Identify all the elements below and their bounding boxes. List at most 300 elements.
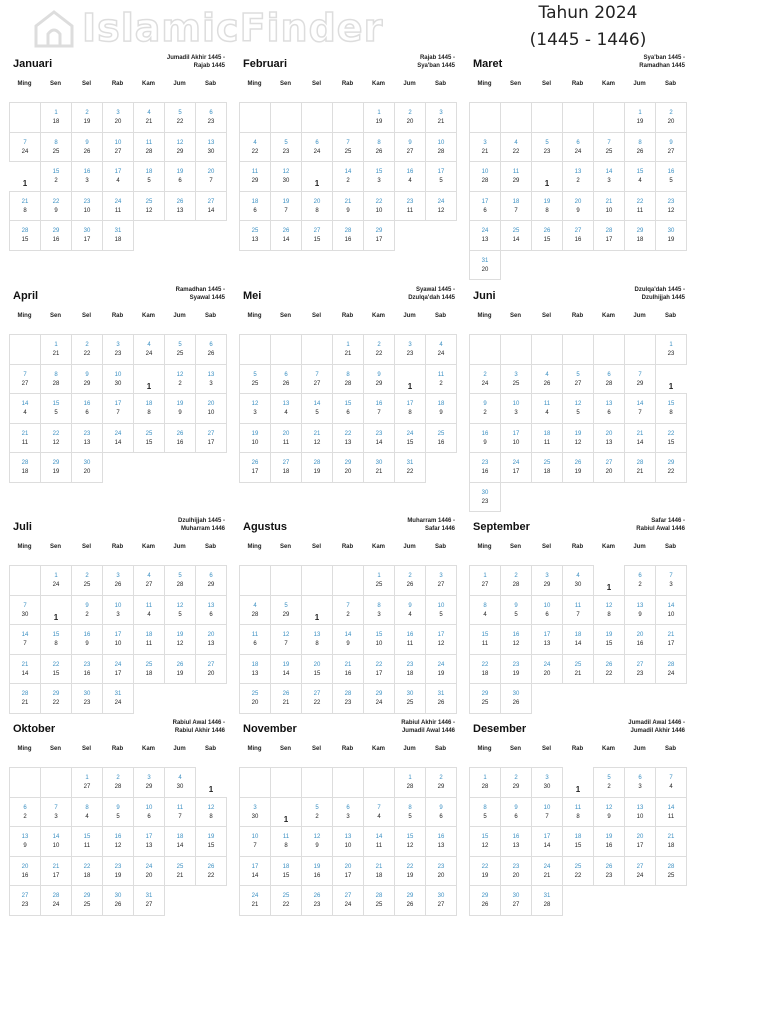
hijri-day: 27 <box>437 582 445 588</box>
hijri-day: 2 <box>178 380 182 387</box>
gregorian-day: 11 <box>176 804 184 811</box>
hijri-day: 24 <box>437 351 445 357</box>
gregorian-day: 23 <box>481 460 489 466</box>
gregorian-day: 27 <box>605 460 613 466</box>
hijri-day: 5 <box>54 410 58 416</box>
day-cell <box>531 220 563 251</box>
day-cell <box>195 826 227 857</box>
day-cell <box>394 191 426 222</box>
gregorian-day: 23 <box>406 198 414 205</box>
gregorian-day: 18 <box>145 401 153 407</box>
gregorian-day: 27 <box>282 460 290 466</box>
day-cell <box>102 683 134 714</box>
gregorian-day: 14 <box>344 169 352 175</box>
hijri-day: 3 <box>116 611 120 618</box>
day-cell <box>9 191 41 222</box>
hijri-day: 28 <box>251 611 259 618</box>
gregorian-day: 2 <box>85 110 89 116</box>
day-cell <box>164 191 196 222</box>
day-cell <box>40 364 72 395</box>
hijri-day: 13 <box>145 843 153 849</box>
weekday-label: Kam <box>371 81 385 87</box>
day-cell <box>655 654 687 685</box>
hijri-day: 8 <box>315 207 319 214</box>
day-cell <box>164 856 196 887</box>
gregorian-day: 13 <box>207 371 215 378</box>
hijri-day: 16 <box>437 439 445 446</box>
hijri-day: 11 <box>636 207 644 214</box>
day-cell <box>593 826 625 857</box>
day-cell <box>562 191 594 222</box>
hijri-day: 17 <box>375 670 383 677</box>
gregorian-day: 21 <box>375 863 383 870</box>
day-cell <box>102 393 134 424</box>
hijri-day: 25 <box>667 872 675 879</box>
gregorian-day: 27 <box>313 691 321 697</box>
hijri-month-range: Safar 1446 - Rabiul Awal 1446 <box>636 518 685 532</box>
day-cell <box>500 220 532 251</box>
gregorian-day: 9 <box>408 602 412 609</box>
gregorian-day: 16 <box>83 169 91 175</box>
hijri-day: 26 <box>481 902 489 908</box>
hijri-day: 26 <box>406 902 414 908</box>
hijri-day: 9 <box>346 641 350 647</box>
gregorian-day: 16 <box>83 401 91 407</box>
day-cell <box>164 102 196 133</box>
hijri-day: 16 <box>21 872 29 879</box>
weekday-label: Jum <box>173 746 186 752</box>
hijri-day: 23 <box>344 700 352 706</box>
day-cell <box>531 452 563 483</box>
hijri-day: 14 <box>114 439 122 446</box>
month-block <box>469 55 691 290</box>
day-grid <box>9 334 226 482</box>
gregorian-day: 12 <box>605 602 613 609</box>
day-cell <box>469 826 501 857</box>
gregorian-day: 16 <box>406 169 414 175</box>
gregorian-day: 25 <box>145 198 153 205</box>
day-cell <box>363 654 395 685</box>
day-cell <box>593 423 625 454</box>
hijri-day: 14 <box>176 843 184 849</box>
hijri-day: 16 <box>176 439 184 446</box>
gregorian-day: 14 <box>375 834 383 840</box>
hijri-day: 8 <box>54 641 58 647</box>
day-cell <box>71 767 103 798</box>
day-cell <box>363 364 395 395</box>
day-cell <box>301 220 333 251</box>
gregorian-day: 21 <box>52 863 60 870</box>
day-cell <box>394 364 426 395</box>
day-cell <box>655 826 687 857</box>
gregorian-day: 1 <box>483 775 487 781</box>
weekday-label: Sen <box>49 81 61 87</box>
weekday-header <box>9 746 226 756</box>
hijri-day: 6 <box>178 178 182 184</box>
day-cell <box>239 885 271 916</box>
hijri-day: 24 <box>114 700 122 706</box>
hijri-day: 15 <box>313 670 321 677</box>
hijri-day: 6 <box>253 207 257 214</box>
hijri-day: 4 <box>147 611 151 618</box>
hijri-day: 25 <box>481 700 489 706</box>
day-cell <box>363 797 395 828</box>
hijri-day: 2 <box>54 178 58 184</box>
day-cell <box>624 624 656 655</box>
weekday-label: Jum <box>633 313 646 319</box>
day-cell <box>102 102 134 133</box>
weekday-label: Ming <box>477 544 492 550</box>
day-cell <box>500 767 532 798</box>
gregorian-day: 29 <box>406 893 414 899</box>
day-cell <box>469 654 501 685</box>
hijri-day: 3 <box>638 784 642 790</box>
hijri-day: 28 <box>481 178 489 184</box>
gregorian-day: 6 <box>209 342 213 348</box>
gregorian-day: 18 <box>282 863 290 870</box>
day-cell <box>9 885 41 916</box>
day-cell <box>624 161 656 192</box>
hijri-day: 20 <box>543 670 551 677</box>
hijri-day: 18 <box>406 670 414 677</box>
day-cell <box>195 624 227 655</box>
gregorian-day: 30 <box>406 691 414 697</box>
hijri-day: 26 <box>83 148 91 155</box>
month-name: Februari <box>243 58 288 70</box>
weekday-header <box>239 544 456 554</box>
gregorian-day: 10 <box>437 139 445 146</box>
gregorian-day: 18 <box>512 198 520 205</box>
month-name: Agustus <box>243 521 287 533</box>
weekday-label: Sab <box>434 746 446 752</box>
gregorian-day: 18 <box>543 430 551 437</box>
gregorian-day: 27 <box>636 661 644 668</box>
day-cell <box>500 595 532 626</box>
gregorian-day: 1 <box>85 775 89 781</box>
gregorian-day: 4 <box>253 602 257 609</box>
day-cell <box>469 250 501 281</box>
hijri-day: 22 <box>52 700 60 706</box>
hijri-day: 24 <box>21 148 29 155</box>
day-cell <box>394 595 426 626</box>
day-cell <box>195 423 227 454</box>
empty-cell <box>301 334 333 365</box>
gregorian-day: 17 <box>437 632 445 638</box>
hijri-day: 10 <box>251 439 259 446</box>
hijri-day: 6 <box>85 410 89 416</box>
gregorian-day: 10 <box>512 401 520 407</box>
hijri-day: 27 <box>512 902 520 908</box>
hijri-day: 20 <box>83 469 91 475</box>
day-cell <box>655 565 687 596</box>
day-cell <box>40 885 72 916</box>
hijri-day: 5 <box>315 410 319 416</box>
hijri-day: 8 <box>284 843 288 849</box>
month-block <box>9 720 231 955</box>
gregorian-day: 1 <box>377 110 381 116</box>
day-cell <box>655 364 687 395</box>
hijri-day: 19 <box>481 872 489 879</box>
hijri-day: 29 <box>282 611 290 618</box>
hijri-day: 21 <box>344 351 352 357</box>
day-cell <box>102 595 134 626</box>
hijri-day: 19 <box>313 469 321 475</box>
gregorian-day: 17 <box>114 401 122 407</box>
gregorian-day: 2 <box>514 573 518 579</box>
hijri-day: 6 <box>346 410 350 416</box>
day-cell <box>301 595 333 626</box>
gregorian-day: 24 <box>512 460 520 466</box>
weekday-label: Sel <box>541 81 551 87</box>
month-name: September <box>473 521 530 533</box>
day-cell <box>425 132 457 163</box>
day-cell <box>102 334 134 365</box>
day-cell <box>425 191 457 222</box>
day-cell <box>9 856 41 887</box>
hijri-day: 9 <box>576 207 580 214</box>
hijri-day: 16 <box>605 843 613 849</box>
day-cell <box>332 826 364 857</box>
weekday-label: Rab <box>571 544 584 550</box>
day-cell <box>593 452 625 483</box>
day-cell <box>425 595 457 626</box>
gregorian-day: 29 <box>636 228 644 234</box>
hijri-day: 9 <box>439 410 443 416</box>
day-cell <box>239 654 271 685</box>
gregorian-day: 13 <box>636 602 644 609</box>
gregorian-day: 31 <box>406 460 414 466</box>
gregorian-day: 25 <box>574 661 582 668</box>
gregorian-day: 20 <box>636 834 644 840</box>
hijri-day: 14 <box>636 439 644 446</box>
weekday-label: Ming <box>477 81 492 87</box>
day-cell <box>270 654 302 685</box>
hijri-day: 19 <box>512 670 520 677</box>
day-cell <box>562 767 594 798</box>
gregorian-day: 29 <box>481 691 489 697</box>
day-grid <box>9 565 226 713</box>
day-cell <box>531 624 563 655</box>
hijri-day: 11 <box>145 641 153 647</box>
day-cell <box>133 624 165 655</box>
hijri-day: 29 <box>176 148 184 155</box>
gregorian-day: 6 <box>209 573 213 579</box>
day-cell <box>394 767 426 798</box>
day-cell <box>425 856 457 887</box>
gregorian-day: 4 <box>178 775 182 781</box>
gregorian-day: 20 <box>282 430 290 437</box>
day-cell <box>363 334 395 365</box>
gregorian-day: 11 <box>543 401 551 407</box>
weekday-label: Jum <box>403 81 416 87</box>
day-cell <box>71 885 103 916</box>
gregorian-day: 22 <box>406 863 414 870</box>
hijri-day: 13 <box>83 439 91 446</box>
gregorian-day: 26 <box>574 460 582 466</box>
gregorian-day: 3 <box>408 342 412 348</box>
day-cell <box>624 797 656 828</box>
hijri-day: 5 <box>669 178 673 184</box>
empty-cell <box>239 102 271 133</box>
day-cell <box>164 797 196 828</box>
hijri-day: 22 <box>406 469 414 475</box>
gregorian-day: 31 <box>114 691 122 697</box>
empty-cell <box>332 767 364 798</box>
day-cell <box>133 826 165 857</box>
logo-text: IslamicFinder <box>82 6 384 50</box>
weekday-header <box>9 313 226 323</box>
day-cell <box>469 191 501 222</box>
day-cell <box>562 624 594 655</box>
empty-cell <box>500 334 532 365</box>
day-cell <box>394 683 426 714</box>
gregorian-day: 19 <box>282 198 290 205</box>
day-cell <box>40 393 72 424</box>
day-cell <box>394 423 426 454</box>
gregorian-day: 1 <box>408 775 412 781</box>
hijri-month-start: 1 <box>606 583 612 592</box>
hijri-day: 5 <box>576 410 580 416</box>
hijri-day: 12 <box>481 843 489 849</box>
hijri-day: 18 <box>282 469 290 475</box>
hijri-day: 12 <box>406 843 414 849</box>
empty-cell <box>9 767 41 798</box>
hijri-day: 16 <box>83 670 91 677</box>
gregorian-day: 3 <box>514 371 518 378</box>
gregorian-day: 10 <box>114 139 122 146</box>
gregorian-day: 22 <box>52 198 60 205</box>
hijri-day: 9 <box>607 813 611 820</box>
weekday-label: Kam <box>141 313 155 319</box>
gregorian-day: 17 <box>437 169 445 175</box>
gregorian-day: 22 <box>83 863 91 870</box>
day-cell <box>332 595 364 626</box>
gregorian-day: 18 <box>251 661 259 668</box>
gregorian-day: 13 <box>21 834 29 840</box>
month-block <box>9 287 231 522</box>
gregorian-day: 5 <box>545 139 549 146</box>
hijri-day: 3 <box>346 813 350 820</box>
day-cell <box>133 161 165 192</box>
gregorian-day: 7 <box>315 371 319 378</box>
gregorian-day: 27 <box>207 198 215 205</box>
gregorian-day: 24 <box>437 661 445 668</box>
gregorian-day: 7 <box>638 371 642 378</box>
gregorian-day: 11 <box>437 371 445 378</box>
day-cell <box>562 364 594 395</box>
day-cell <box>133 423 165 454</box>
hijri-day: 21 <box>251 902 259 908</box>
day-cell <box>624 132 656 163</box>
hijri-day: 7 <box>377 410 381 416</box>
day-cell <box>71 423 103 454</box>
empty-cell <box>332 565 364 596</box>
hijri-day: 21 <box>636 469 644 475</box>
hijri-day: 20 <box>207 670 215 677</box>
weekday-label: Jum <box>173 544 186 550</box>
day-cell <box>40 624 72 655</box>
gregorian-day: 28 <box>667 661 675 668</box>
day-cell <box>164 565 196 596</box>
gregorian-day: 27 <box>574 228 582 234</box>
day-cell <box>9 423 41 454</box>
day-cell <box>500 885 532 916</box>
gregorian-day: 7 <box>23 139 27 146</box>
day-grid <box>469 565 686 713</box>
day-cell <box>40 423 72 454</box>
hijri-month-start: 1 <box>53 612 59 622</box>
gregorian-day: 10 <box>114 602 122 609</box>
day-cell <box>195 102 227 133</box>
weekday-label: Sel <box>541 746 551 752</box>
day-cell <box>500 624 532 655</box>
weekday-label: Sab <box>664 313 676 319</box>
day-cell <box>71 595 103 626</box>
day-cell <box>270 856 302 887</box>
gregorian-day: 24 <box>406 430 414 437</box>
hijri-day: 30 <box>543 784 551 790</box>
gregorian-day: 13 <box>282 401 290 407</box>
hijri-day: 17 <box>83 237 91 243</box>
gregorian-day: 2 <box>85 342 89 348</box>
hijri-day: 19 <box>437 670 445 677</box>
day-cell <box>332 683 364 714</box>
gregorian-day: 27 <box>636 863 644 870</box>
hijri-day: 11 <box>282 439 290 446</box>
day-cell <box>363 856 395 887</box>
day-cell <box>40 654 72 685</box>
gregorian-day: 24 <box>251 893 259 899</box>
gregorian-day: 9 <box>439 804 443 811</box>
hijri-day: 18 <box>481 670 489 677</box>
day-cell <box>133 364 165 395</box>
day-cell <box>133 885 165 916</box>
hijri-day: 14 <box>574 641 582 647</box>
gregorian-day: 14 <box>313 401 321 407</box>
gregorian-day: 22 <box>344 430 352 437</box>
day-cell <box>332 654 364 685</box>
hijri-day: 10 <box>83 207 91 214</box>
gregorian-day: 22 <box>667 430 675 437</box>
day-cell <box>593 624 625 655</box>
hijri-day: 22 <box>313 700 321 706</box>
hijri-day: 23 <box>83 700 91 706</box>
hijri-day: 17 <box>375 237 383 243</box>
hijri-day: 26 <box>114 902 122 908</box>
day-cell <box>363 885 395 916</box>
weekday-label: Rab <box>111 81 124 87</box>
gregorian-day: 14 <box>52 834 60 840</box>
hijri-day: 14 <box>251 872 259 879</box>
day-grid <box>469 767 686 915</box>
day-cell <box>270 191 302 222</box>
hijri-day: 4 <box>669 784 673 790</box>
day-cell <box>500 161 532 192</box>
hijri-day: 12 <box>145 207 153 214</box>
month-block <box>469 287 691 522</box>
hijri-day: 4 <box>483 611 487 618</box>
gregorian-day: 25 <box>145 430 153 437</box>
day-cell <box>469 482 501 513</box>
gregorian-day: 16 <box>375 401 383 407</box>
gregorian-day: 21 <box>605 198 613 205</box>
day-cell <box>562 826 594 857</box>
hijri-day: 8 <box>669 410 673 416</box>
gregorian-day: 11 <box>251 169 259 175</box>
weekday-header <box>239 313 456 323</box>
hijri-day: 12 <box>512 641 520 647</box>
weekday-header <box>469 746 686 756</box>
